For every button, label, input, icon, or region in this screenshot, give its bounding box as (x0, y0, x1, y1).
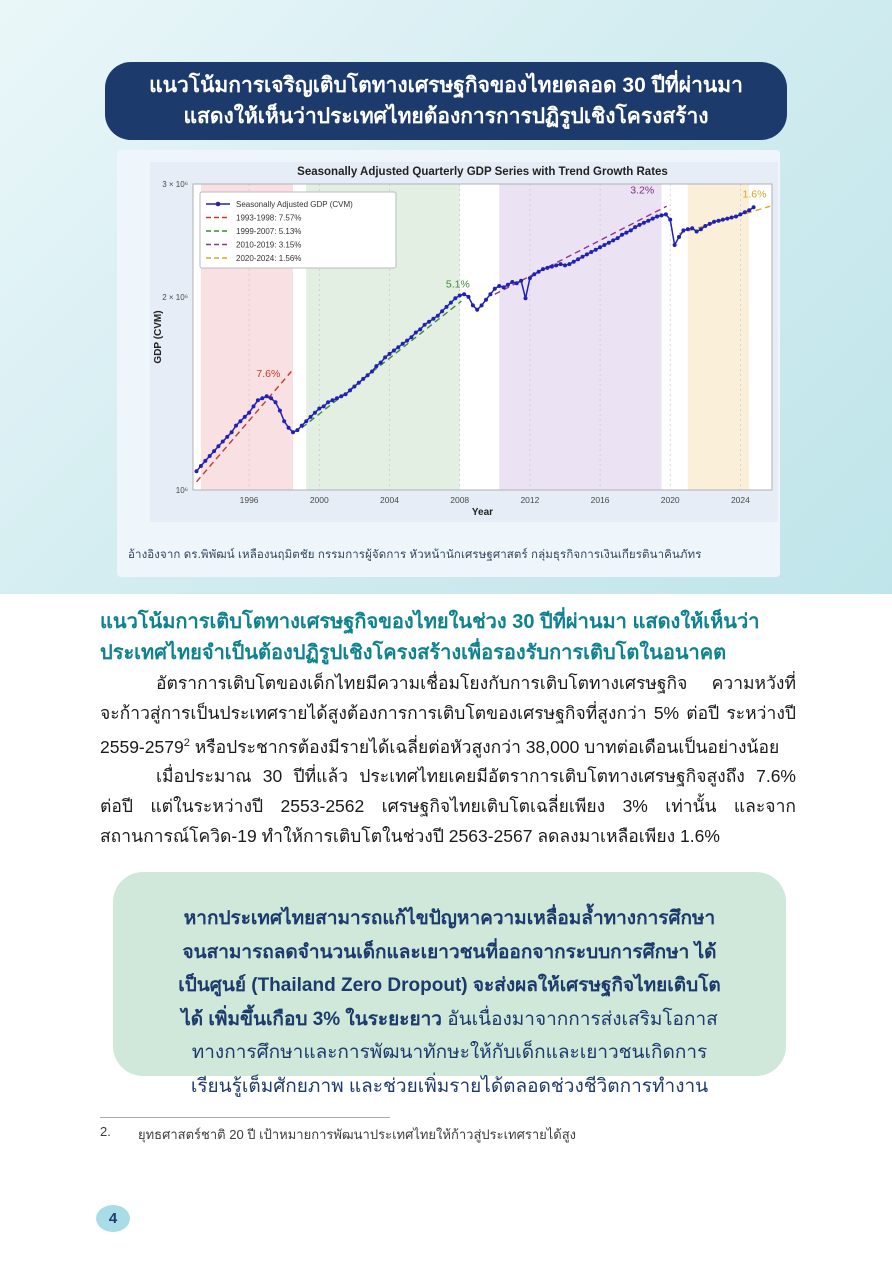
section-heading-line2: ประเทศไทยจำเป็นต้องปฏิรูปเชิงโครงสร้างเพื่อรองรับการเติบโตในอนาคต (100, 642, 727, 664)
gdp-trend-chart (150, 162, 778, 522)
svg-text:2020: 2020 (660, 495, 680, 505)
svg-text:1993-1998: 7.57%: 1993-1998: 7.57% (236, 213, 302, 223)
svg-text:3.2%: 3.2% (630, 184, 655, 197)
svg-text:1999-2007: 5.13%: 1999-2007: 5.13% (236, 227, 302, 236)
svg-text:2024: 2024 (730, 495, 750, 505)
page-number-badge (96, 1205, 130, 1232)
chart-source-caption: อ้างอิงจาก ดร.พิพัฒน์ เหลืองนฤมิตชัย กรรมการผู้จัดการ หัวหน้านักเศรษฐศาสตร์ กลุ่มธุรกิจการเงินเกียรตินาคินภัทร (128, 549, 702, 561)
paragraph-1-text: อัตราการเติบโตของเด็กไทยมีความเชื่อมโยงกับการเติบโตทางเศรษฐกิจ ความหวังที่จะก้าวสู่การเป็นประเทศรายได้สูงต้องการการเติบโตของเศรษฐกิจที่สูงกว่า 5% ต่อปี ระหว่างปี 2559-2579 (100, 673, 796, 757)
svg-text:2010-2019: 3.15%: 2010-2019: 3.15% (236, 240, 302, 250)
paragraph-2: เมื่อประมาณ 30 ปีที่แล้ว ประเทศไทยเคยมีอัตราการเติบโตทางเศรษฐกิจสูงถึง 7.6% ต่อปี แต่ในระหว่างปี 2553-2562 เศรษฐกิจไทยเติบโตเฉลี่ยเพียง 3% เท่านั้น และจากสถานการณ์โควิด-19 ทำให้การเติบโตในช่วงปี 2563-2567 ลดลงมาเหลือเพียง 1.6% (100, 766, 796, 846)
footnote-divider (100, 1117, 390, 1118)
footnote-number: 2. (100, 1124, 111, 1139)
svg-text:2020-2024: 1.56%: 2020-2024: 1.56% (236, 254, 302, 263)
page-number: 4 (108, 1210, 118, 1227)
svg-text:Seasonally Adjusted GDP (CVM): Seasonally Adjusted GDP (CVM) (236, 200, 353, 209)
header-title-line1: แนวโน้มการเจริญเติบโตทางเศรษฐกิจของไทยตลอด 30 ปีที่ผ่านมา (149, 74, 743, 97)
highlight-box (113, 872, 786, 1097)
svg-text:2004: 2004 (380, 495, 399, 505)
svg-text:2000: 2000 (309, 495, 329, 505)
body-text (100, 669, 796, 852)
section-heading-line1: แนวโน้มการเติบโตทางเศรษฐกิจของไทยในช่วง 30 ปีที่ผ่านมา แสดงให้เห็นว่า (100, 611, 760, 633)
chart-card (117, 150, 780, 577)
svg-text:5.1%: 5.1% (445, 278, 470, 291)
header-banner (105, 62, 787, 140)
footnote-reference-2: 2 (183, 736, 190, 749)
footnote (100, 1124, 750, 1145)
paragraph-1-text-cont: หรือประชากรต้องมีรายได้เฉลี่ยต่อหัวสูงกว่า 38,000 บาทต่อเดือนเป็นอย่างน้อย (189, 736, 780, 757)
svg-text:2008: 2008 (450, 495, 470, 505)
svg-text:2 × 10⁶: 2 × 10⁶ (162, 292, 188, 302)
paragraph-1 (100, 669, 796, 762)
svg-text:10⁶: 10⁶ (175, 486, 188, 495)
svg-text:1996: 1996 (239, 495, 259, 505)
section-heading (100, 607, 800, 669)
svg-text:Seasonally Adjusted Quarterly: Seasonally Adjusted Quarterly GDP Series with Trend Growth Rates (297, 166, 668, 178)
highlight-bold-text: หากประเทศไทยสามารถแก้ไขปัญหาความเหลื่อมล้ำทางการศึกษา จนสามารถลดจำนวนเด็กและเยาวชนที่ออกจากระบบการศึกษา ได้เป็นศูนย์ (Thailand Zero Dropout) จะส่งผลให้เศรษฐกิจไทยเติบโตได้ เพิ่มขึ้นเกือบ 3% ในระยะยาว (178, 908, 721, 1030)
svg-text:Year: Year (471, 507, 494, 518)
header-title-line2: แสดงให้เห็นว่าประเทศไทยต้องการการปฏิรูปเชิงโครงสร้าง (183, 105, 709, 128)
svg-text:2012: 2012 (520, 495, 540, 505)
svg-text:7.6%: 7.6% (256, 368, 281, 381)
svg-text:2016: 2016 (590, 495, 610, 505)
svg-text:3 × 10⁶: 3 × 10⁶ (162, 180, 188, 189)
svg-text:1.6%: 1.6% (742, 188, 767, 201)
footnote-text: ยุทธศาสตร์ชาติ 20 ปี เป้าหมายการพัฒนาประเทศไทยให้ก้าวสู่ประเทศรายได้สูง (138, 1127, 577, 1142)
svg-text:GDP (CVM): GDP (CVM) (153, 310, 164, 364)
highlight-regular-text: อันเนื่องมาจากการส่งเสริมโอกาสทางการศึกษาและการพัฒนาทักษะให้กับเด็กและเยาวชนเกิดการเรียนรู้เต็มศักยภาพ และช่วยเพิ่มรายได้ตลอดช่วงชีวิตการทำงาน (190, 1008, 718, 1097)
